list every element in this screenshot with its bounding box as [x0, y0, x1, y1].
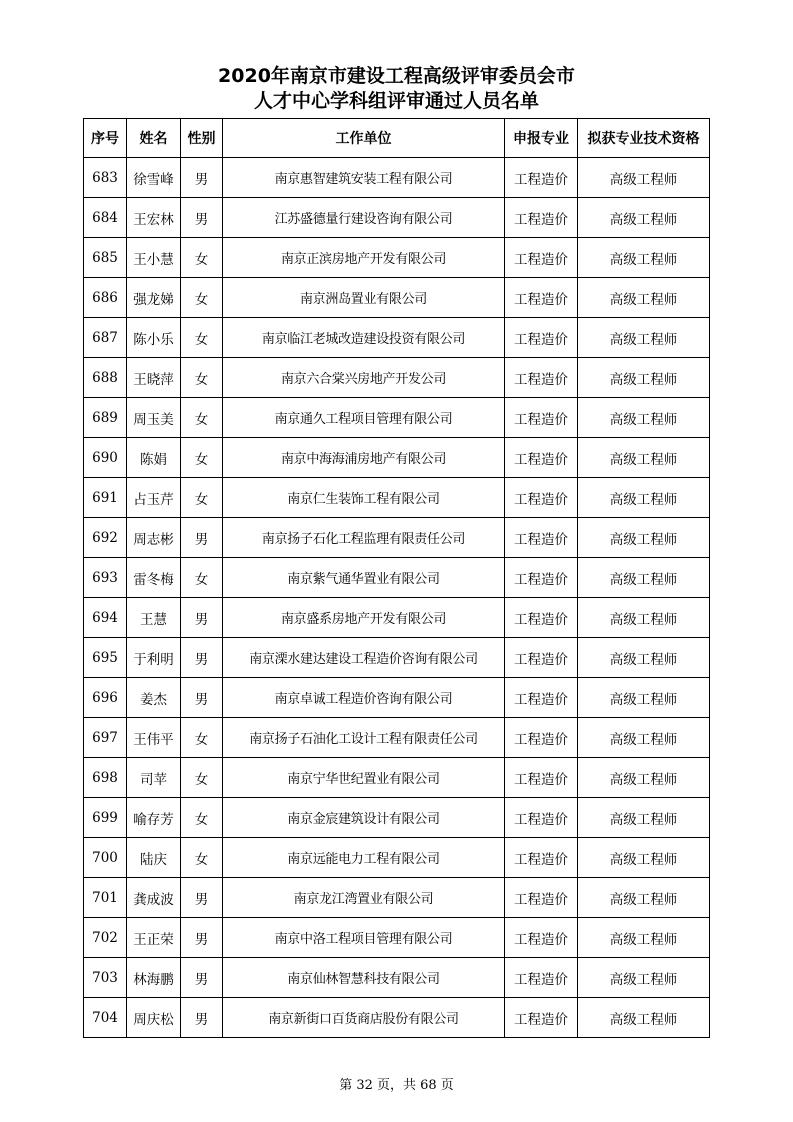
- cell-major: 工程造价: [505, 438, 578, 478]
- cell-qualification: 高级工程师: [578, 998, 710, 1038]
- table-row: [84, 918, 710, 958]
- cell-company: 南京中海海浦房地产有限公司: [223, 438, 505, 478]
- cell-no: 704: [84, 998, 127, 1038]
- cell-qualification: 高级工程师: [578, 718, 710, 758]
- cell-name: 司苹: [127, 758, 181, 798]
- header-no: 序号: [84, 119, 127, 158]
- cell-major: 工程造价: [505, 358, 578, 398]
- cell-company: 江苏盛德量行建设咨询有限公司: [223, 198, 505, 238]
- cell-company: 南京盛系房地产开发有限公司: [223, 598, 505, 638]
- cell-name: 于利明: [127, 638, 181, 678]
- table-row: [84, 438, 710, 478]
- cell-major: 工程造价: [505, 878, 578, 918]
- page-title-line1: 2020年南京市建设工程高级评审委员会市: [218, 65, 575, 87]
- header-gender: 性别: [181, 119, 223, 158]
- cell-major: 工程造价: [505, 478, 578, 518]
- cell-name: 王宏林: [127, 198, 181, 238]
- cell-company: 南京金宸建筑设计有限公司: [223, 798, 505, 838]
- cell-name: 王伟平: [127, 718, 181, 758]
- cell-company: 南京新街口百货商店股份有限公司: [223, 998, 505, 1038]
- personnel-table: [83, 118, 710, 1038]
- cell-major: 工程造价: [505, 958, 578, 998]
- cell-qualification: 高级工程师: [578, 678, 710, 718]
- cell-gender: 男: [181, 958, 223, 998]
- cell-gender: 男: [181, 198, 223, 238]
- table-row: [84, 278, 710, 318]
- cell-no: 693: [84, 558, 127, 598]
- cell-name: 喻存芳: [127, 798, 181, 838]
- cell-company: 南京六合棠兴房地产开发公司: [223, 358, 505, 398]
- cell-company: 南京卓诚工程造价咨询有限公司: [223, 678, 505, 718]
- cell-qualification: 高级工程师: [578, 638, 710, 678]
- table-row: [84, 238, 710, 278]
- cell-gender: 男: [181, 518, 223, 558]
- table-row: [84, 958, 710, 998]
- cell-qualification: 高级工程师: [578, 798, 710, 838]
- page-footer: 第 32 页，共 68 页: [339, 1078, 454, 1093]
- cell-name: 周志彬: [127, 518, 181, 558]
- cell-major: 工程造价: [505, 318, 578, 358]
- cell-company: 南京溧水建达建设工程造价咨询有限公司: [223, 638, 505, 678]
- table-row: [84, 598, 710, 638]
- cell-qualification: 高级工程师: [578, 838, 710, 878]
- cell-qualification: 高级工程师: [578, 478, 710, 518]
- cell-major: 工程造价: [505, 998, 578, 1038]
- cell-name: 徐雪峰: [127, 158, 181, 198]
- cell-major: 工程造价: [505, 718, 578, 758]
- cell-no: 685: [84, 238, 127, 278]
- cell-qualification: 高级工程师: [578, 958, 710, 998]
- cell-major: 工程造价: [505, 518, 578, 558]
- cell-major: 工程造价: [505, 198, 578, 238]
- cell-company: 南京扬子石化工程监理有限责任公司: [223, 518, 505, 558]
- cell-name: 王正荣: [127, 918, 181, 958]
- cell-qualification: 高级工程师: [578, 238, 710, 278]
- table-row: [84, 358, 710, 398]
- cell-no: 696: [84, 678, 127, 718]
- cell-company: 南京正滨房地产开发有限公司: [223, 238, 505, 278]
- cell-gender: 女: [181, 238, 223, 278]
- cell-gender: 男: [181, 878, 223, 918]
- cell-gender: 女: [181, 758, 223, 798]
- cell-no: 690: [84, 438, 127, 478]
- cell-gender: 男: [181, 598, 223, 638]
- cell-major: 工程造价: [505, 398, 578, 438]
- cell-qualification: 高级工程师: [578, 518, 710, 558]
- cell-name: 姜杰: [127, 678, 181, 718]
- cell-major: 工程造价: [505, 798, 578, 838]
- cell-gender: 女: [181, 798, 223, 838]
- cell-major: 工程造价: [505, 278, 578, 318]
- table-row: [84, 198, 710, 238]
- cell-qualification: 高级工程师: [578, 158, 710, 198]
- table-row: [84, 558, 710, 598]
- cell-gender: 女: [181, 318, 223, 358]
- cell-gender: 男: [181, 918, 223, 958]
- cell-gender: 女: [181, 358, 223, 398]
- cell-company: 南京惠智建筑安装工程有限公司: [223, 158, 505, 198]
- cell-major: 工程造价: [505, 638, 578, 678]
- cell-major: 工程造价: [505, 678, 578, 718]
- cell-name: 龚成波: [127, 878, 181, 918]
- cell-no: 699: [84, 798, 127, 838]
- table-body: [84, 158, 710, 1038]
- cell-no: 692: [84, 518, 127, 558]
- header-major: 申报专业: [505, 119, 578, 158]
- table-row: [84, 678, 710, 718]
- cell-qualification: 高级工程师: [578, 358, 710, 398]
- cell-qualification: 高级工程师: [578, 398, 710, 438]
- cell-major: 工程造价: [505, 238, 578, 278]
- cell-name: 王小慧: [127, 238, 181, 278]
- table-row: [84, 878, 710, 918]
- cell-major: 工程造价: [505, 918, 578, 958]
- cell-qualification: 高级工程师: [578, 758, 710, 798]
- cell-name: 强龙娣: [127, 278, 181, 318]
- cell-major: 工程造价: [505, 758, 578, 798]
- cell-name: 占玉芹: [127, 478, 181, 518]
- cell-gender: 女: [181, 718, 223, 758]
- cell-company: 南京紫气通华置业有限公司: [223, 558, 505, 598]
- cell-gender: 女: [181, 478, 223, 518]
- cell-name: 周玉美: [127, 398, 181, 438]
- cell-gender: 女: [181, 558, 223, 598]
- table-row: [84, 718, 710, 758]
- cell-company: 南京中洛工程项目管理有限公司: [223, 918, 505, 958]
- table-row: [84, 798, 710, 838]
- cell-qualification: 高级工程师: [578, 318, 710, 358]
- cell-major: 工程造价: [505, 598, 578, 638]
- table-row: [84, 478, 710, 518]
- cell-name: 陈娟: [127, 438, 181, 478]
- cell-name: 雷冬梅: [127, 558, 181, 598]
- cell-company: 南京通久工程项目管理有限公司: [223, 398, 505, 438]
- cell-name: 林海鹏: [127, 958, 181, 998]
- cell-qualification: 高级工程师: [578, 598, 710, 638]
- cell-qualification: 高级工程师: [578, 438, 710, 478]
- cell-major: 工程造价: [505, 558, 578, 598]
- cell-no: 687: [84, 318, 127, 358]
- cell-gender: 女: [181, 838, 223, 878]
- cell-company: 南京仙林智慧科技有限公司: [223, 958, 505, 998]
- cell-name: 王慧: [127, 598, 181, 638]
- table-row: [84, 758, 710, 798]
- cell-gender: 女: [181, 398, 223, 438]
- cell-no: 703: [84, 958, 127, 998]
- cell-no: 689: [84, 398, 127, 438]
- cell-gender: 女: [181, 438, 223, 478]
- cell-qualification: 高级工程师: [578, 278, 710, 318]
- cell-no: 702: [84, 918, 127, 958]
- table-row: [84, 398, 710, 438]
- cell-no: 700: [84, 838, 127, 878]
- table-row: [84, 158, 710, 198]
- header-name: 姓名: [127, 119, 181, 158]
- cell-name: 陈小乐: [127, 318, 181, 358]
- table-header-row: [84, 119, 710, 158]
- cell-name: 周庆松: [127, 998, 181, 1038]
- cell-qualification: 高级工程师: [578, 878, 710, 918]
- cell-company: 南京扬子石油化工设计工程有限责任公司: [223, 718, 505, 758]
- table-row: [84, 518, 710, 558]
- cell-name: 陆庆: [127, 838, 181, 878]
- cell-company: 南京远能电力工程有限公司: [223, 838, 505, 878]
- table-row: [84, 318, 710, 358]
- cell-gender: 男: [181, 638, 223, 678]
- cell-qualification: 高级工程师: [578, 558, 710, 598]
- header-company: 工作单位: [223, 119, 505, 158]
- cell-no: 694: [84, 598, 127, 638]
- cell-no: 691: [84, 478, 127, 518]
- table-row: [84, 838, 710, 878]
- cell-company: 南京仁生装饰工程有限公司: [223, 478, 505, 518]
- cell-qualification: 高级工程师: [578, 918, 710, 958]
- cell-no: 684: [84, 198, 127, 238]
- cell-no: 701: [84, 878, 127, 918]
- cell-company: 南京龙江湾置业有限公司: [223, 878, 505, 918]
- header-qualification: 拟获专业技术资格: [578, 119, 710, 158]
- cell-major: 工程造价: [505, 838, 578, 878]
- cell-no: 698: [84, 758, 127, 798]
- page-title-line2: 人才中心学科组评审通过人员名单: [253, 90, 539, 112]
- cell-gender: 男: [181, 678, 223, 718]
- cell-no: 683: [84, 158, 127, 198]
- table-row: [84, 638, 710, 678]
- cell-company: 南京临江老城改造建设投资有限公司: [223, 318, 505, 358]
- cell-no: 695: [84, 638, 127, 678]
- cell-name: 王晓萍: [127, 358, 181, 398]
- cell-no: 688: [84, 358, 127, 398]
- table-row: [84, 998, 710, 1038]
- cell-gender: 男: [181, 998, 223, 1038]
- cell-company: 南京宁华世纪置业有限公司: [223, 758, 505, 798]
- cell-gender: 女: [181, 278, 223, 318]
- cell-gender: 男: [181, 158, 223, 198]
- cell-no: 697: [84, 718, 127, 758]
- cell-no: 686: [84, 278, 127, 318]
- cell-company: 南京洲岛置业有限公司: [223, 278, 505, 318]
- cell-qualification: 高级工程师: [578, 198, 710, 238]
- cell-major: 工程造价: [505, 158, 578, 198]
